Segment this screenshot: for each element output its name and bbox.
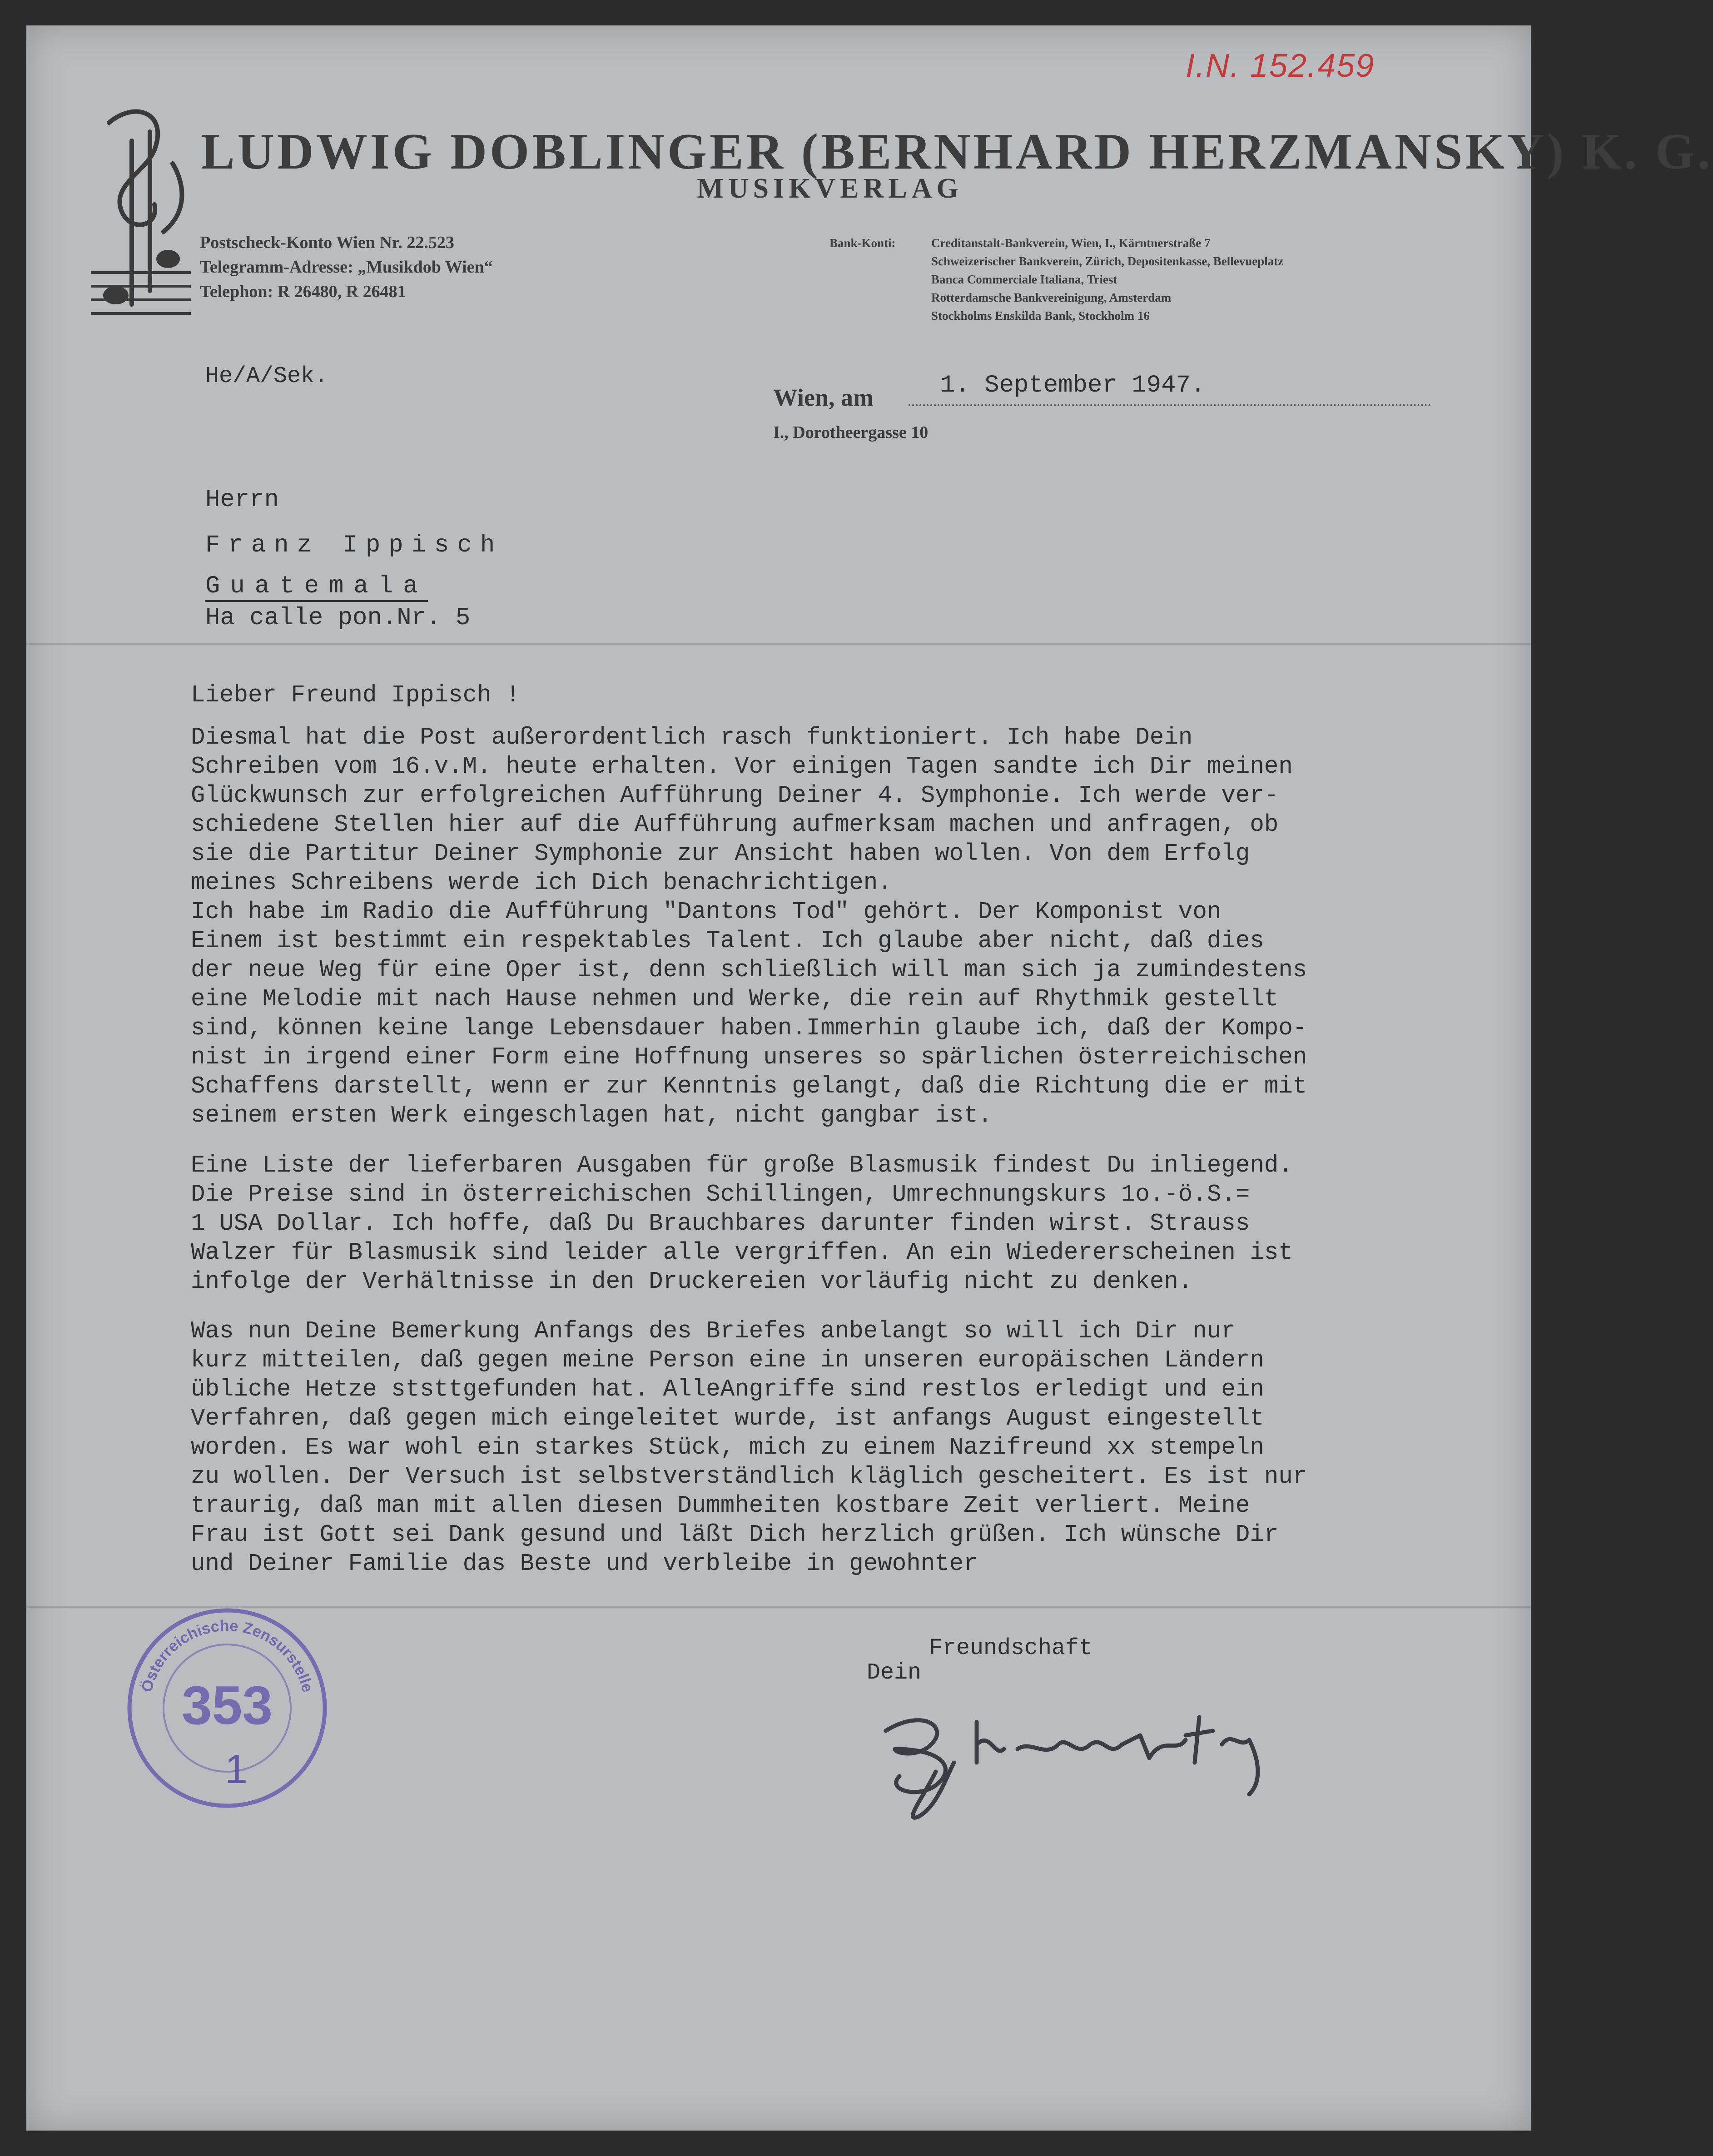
archive-number: I.N. 152.459: [1186, 48, 1375, 84]
body-line: sie die Partitur Deiner Symphonie zur Ansicht haben wollen. Von dem Erfolg: [191, 840, 1250, 867]
body-line: übliche Hetze ststtgefunden hat. AlleAngriffe sind restlos erledigt und ein: [191, 1376, 1264, 1403]
body-line: Diesmal hat die Post außerordentlich rasch funktioniert. Ich habe Dein: [191, 724, 1193, 751]
body-line: Was nun Deine Bemerkung Anfangs des Briefes anbelangt so will ich Dir nur: [191, 1317, 1236, 1345]
stamp-sub: 1: [224, 1747, 248, 1792]
body-line: schiedene Stellen hier auf die Aufführung aufmerksam machen und anfragen, ob: [191, 811, 1279, 838]
body-line: Schaffens darstellt, wenn er zur Kenntnis gelangt, daß die Richtung die er mit: [191, 1073, 1307, 1100]
postscheck-account: Postscheck-Konto Wien Nr. 22.523: [200, 233, 454, 252]
censor-stamp: [123, 1604, 332, 1813]
body-line: worden. Es war wohl ein starkes Stück, mich zu einem Nazifreund xx stempeln: [191, 1434, 1264, 1461]
date-dotted-line: [909, 404, 1431, 406]
body-line: Schreiben vom 16.v.M. heute erhalten. Vor einigen Tagen sandte ich Dir meinen: [191, 753, 1293, 780]
body-line: Einem ist bestimmt ein respektables Talent. Ich glaube aber nicht, daß dies: [191, 927, 1264, 954]
recipient-salutation: Herrn: [205, 486, 279, 514]
handwritten-signature: [868, 1681, 1276, 1831]
company-subtitle: MUSIKVERLAG: [697, 173, 963, 204]
company-name: LUDWIG DOBLINGER (BERNHARD HERZMANSKY) K. G.: [201, 124, 1713, 180]
body-line: Walzer für Blasmusik sind leider alle vergriffen. An ein Wiedererscheinen ist: [191, 1239, 1293, 1266]
stamp-text: Österreichische Zensurstelle: [138, 1617, 317, 1694]
place-label: Wien, am: [773, 384, 874, 411]
closing-word: Freundschaft: [929, 1635, 1093, 1661]
body-line: Die Preise sind in österreichischen Schillingen, Umrechnungskurs 1o.-ö.S.=: [191, 1181, 1250, 1208]
body-line: Ich habe im Radio die Aufführung "Dantons Tod" gehört. Der Komponist von: [191, 898, 1221, 925]
body-line: traurig, daß man mit allen diesen Dummheiten kostbare Zeit verliert. Meine: [191, 1492, 1250, 1519]
greeting: Lieber Freund Ippisch !: [191, 681, 520, 709]
body-line: infolge der Verhältnisse in den Druckereien vorläufig nicht zu denken.: [191, 1268, 1193, 1295]
body-line: Glückwunsch zur erfolgreichen Aufführung Deiner 4. Symphonie. Ich werde ver-: [191, 782, 1279, 809]
body-line: Eine Liste der lieferbaren Ausgaben für große Blasmusik findest Du inliegend.: [191, 1152, 1293, 1179]
telephone-numbers: Telephon: R 26480, R 26481: [200, 282, 406, 301]
telegram-address: Telegramm-Adresse: „Musikdob Wien“: [200, 258, 493, 277]
bank-line: Stockholms Enskilda Bank, Stockholm 16: [931, 309, 1150, 323]
body-line: zu wollen. Der Versuch ist selbstverständlich kläglich gescheitert. Es ist nur: [191, 1463, 1307, 1490]
closing-dein: Dein: [867, 1660, 922, 1686]
body-line: eine Melodie mit nach Hause nehmen und Werke, die rein auf Rhythmik gestellt: [191, 985, 1279, 1013]
bank-line: Rotterdamsche Bankvereinigung, Amsterdam: [931, 291, 1172, 304]
body-line: der neue Weg für eine Oper ist, denn schließlich will man sich ja zumindestens: [191, 956, 1307, 984]
body-line: 1 USA Dollar. Ich hoffe, daß Du Brauchbares darunter finden wirst. Strauss: [191, 1210, 1250, 1237]
body-line: und Deiner Familie das Beste und verbleibe in gewohnter: [191, 1550, 978, 1577]
body-line: seinem ersten Werk eingeschlagen hat, nicht gangbar ist.: [191, 1102, 993, 1129]
bank-line: Schweizerischer Bankverein, Zürich, Depositenkasse, Bellevueplatz: [931, 254, 1284, 268]
body-line: meines Schreibens werde ich Dich benachrichtigen.: [191, 869, 892, 896]
body-line: Frau ist Gott sei Dank gesund und läßt Dich herzlich grüßen. Ich wünsche Dir: [191, 1521, 1279, 1548]
recipient-street: Ha calle pon.Nr. 5: [205, 604, 471, 632]
reference-code: He/A/Sek.: [205, 363, 328, 389]
body-line: sind, können keine lange Lebensdauer haben.Immerhin glaube ich, daß der Kompo-: [191, 1014, 1307, 1042]
recipient-name: Franz Ippisch: [205, 532, 503, 559]
bank-label: Bank-Konti:: [829, 236, 896, 250]
fold-line: [26, 643, 1531, 645]
body-line: nist in irgend einer Form eine Hoffnung unseres so spärlichen österreichischen: [191, 1043, 1307, 1071]
office-address: I., Dorotheergasse 10: [773, 423, 928, 442]
stamp-number: 353: [181, 1675, 273, 1736]
recipient-country: Guatemala: [205, 572, 428, 602]
music-note-logo-icon: [82, 95, 200, 332]
bank-line: Creditanstalt-Bankverein, Wien, I., Kärntnerstraße 7: [931, 236, 1211, 250]
letter-date: 1. September 1947.: [940, 372, 1206, 399]
bank-line: Banca Commerciale Italiana, Triest: [931, 273, 1117, 286]
body-line: Verfahren, daß gegen mich eingeleitet wurde, ist anfangs August eingestellt: [191, 1405, 1264, 1432]
body-line: kurz mitteilen, daß gegen meine Person eine in unseren europäischen Ländern: [191, 1346, 1264, 1374]
